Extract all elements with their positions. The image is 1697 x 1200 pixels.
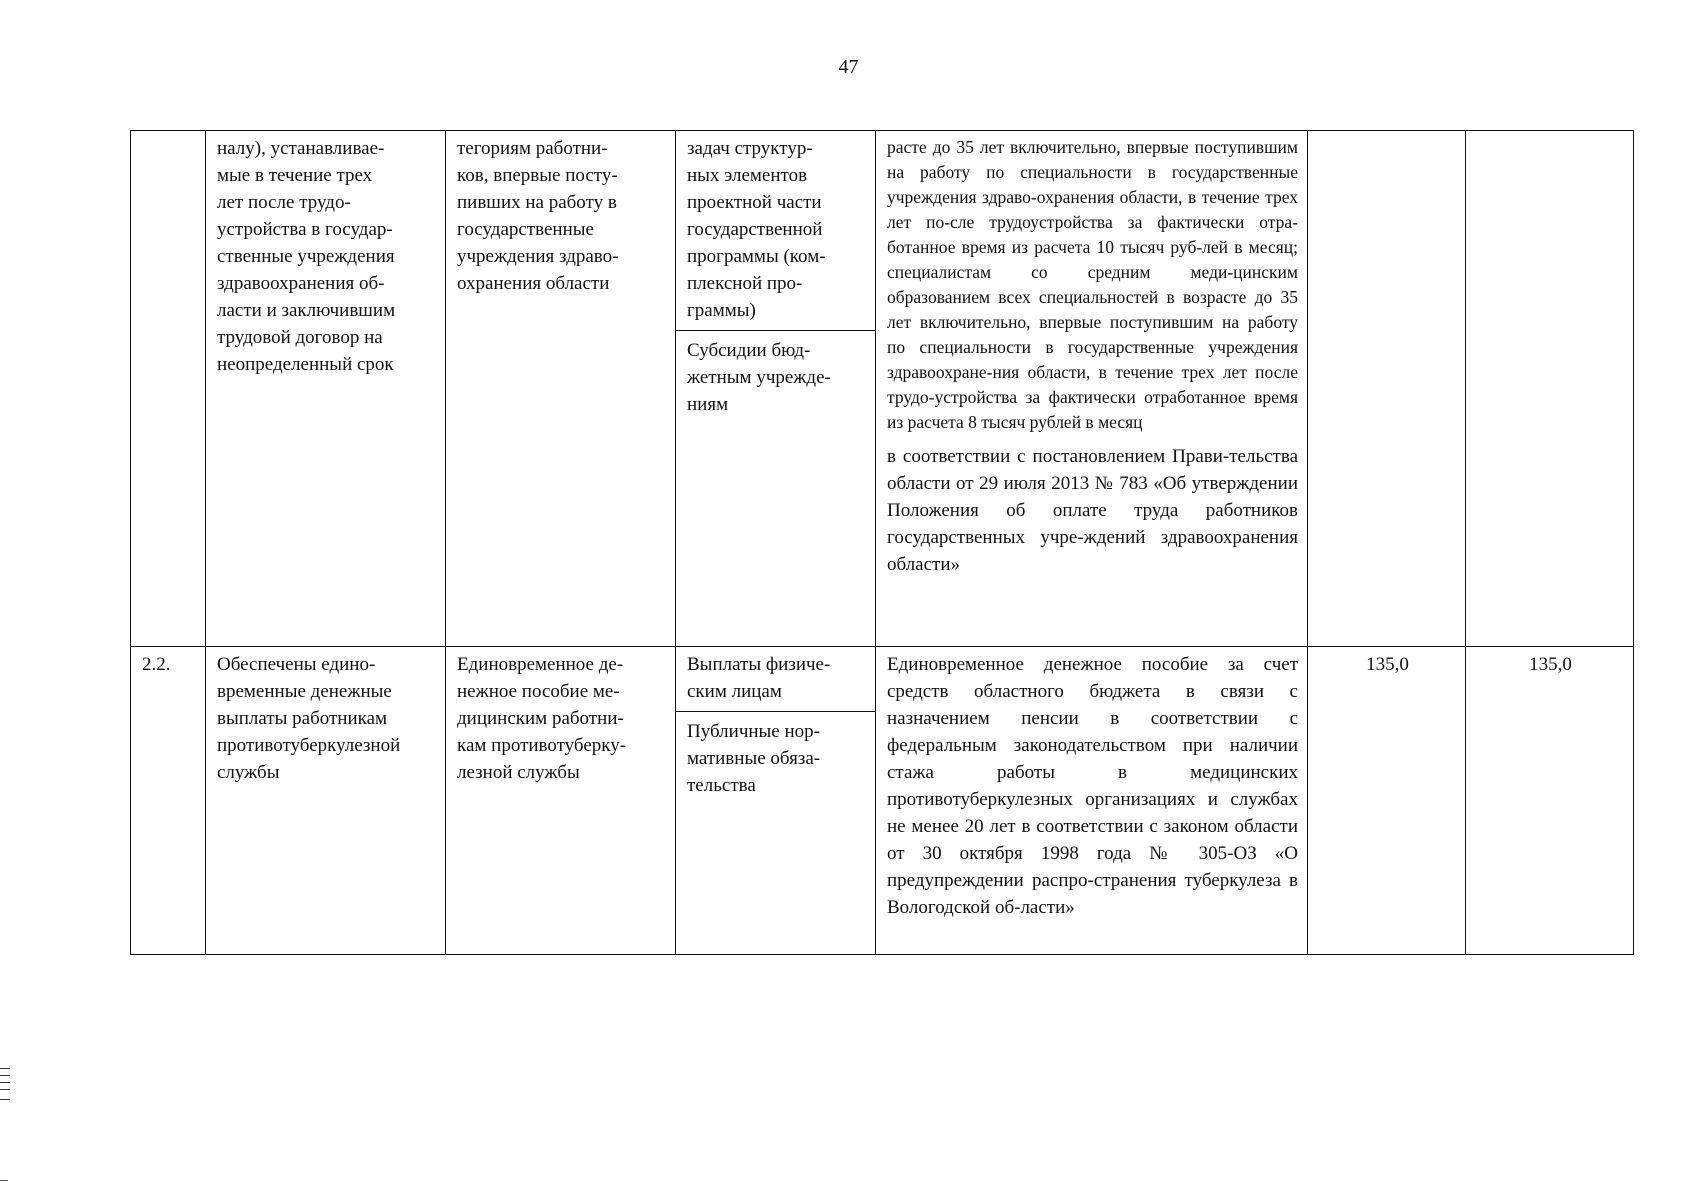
amount-cell — [1466, 131, 1634, 647]
description-text: Единовременное денежное пособие за счет средств областного бюджета в связи с назначением пенсии в соответствии с федеральным законодательством при наличии стажа работы в медицинских противотуберкулезных организациях и службах не менее 20 лет в соответствии с законом области от 30 октября 1998 года № 305-ОЗ «О предупреждении распро-странения туберкулеза в Вологодской об-ласти» — [887, 654, 1298, 918]
result-cell — [446, 647, 676, 955]
expense-subcell — [676, 711, 875, 799]
result-cell — [446, 131, 676, 647]
expense-type-cell — [676, 647, 876, 955]
amount-cell: 135,0 — [1466, 647, 1634, 955]
scan-margin-dash — [0, 1180, 8, 1181]
measure-name-cell — [206, 647, 446, 955]
description-cell — [876, 647, 1308, 955]
legal-basis-text: в соответствии с постановлением Прави-тельства области от 29 июля 2013 № 783 «Об утверждении Положения об оплате труда работников государственных учре-ждений здравоохранения области» — [887, 446, 1298, 575]
expense-type-text: задач структур- ных элементов проектной части государственной программы (ком- плексной про- граммы) — [687, 138, 826, 321]
description-text: расте до 35 лет включительно, впервые поступившим на работу по специальности в государственные учреждения здраво-охранения области, в течение трех лет по-сле трудоустройства за фактически отра-ботанное время из расчета 10 тысяч руб-лей в месяц; специалистам со средним меди-цинским образованием всех специальностей в возрасте до 35 лет включительно, впервые поступившим на работу по специальности в государственные учреждения здравоохране-ния области, в течение трех лет после трудо-устройства за фактически отработанное время из расчета 8 тысяч рублей в месяц — [887, 137, 1298, 432]
measure-name-text: Обеспечены едино- временные денежные выплаты работникам противотуберкулезной службы — [217, 654, 401, 783]
measure-name-text: налу), устанавливае- мые в течение трех лет после трудо- устройства в государ- ственные учреждения здравоохранения об- ласти и заключившим трудовой договор на неопределенный срок — [217, 138, 396, 375]
program-table — [130, 130, 1634, 955]
description-cell — [876, 131, 1308, 647]
expense-type-cell — [676, 131, 876, 647]
row-number-cell — [131, 131, 206, 647]
row-number-cell: 2.2. — [131, 647, 206, 955]
page-number: 47 — [838, 56, 859, 78]
result-text: Единовременное де- нежное пособие ме- дицинским работни- кам противотуберку- лезной службы — [457, 654, 627, 783]
result-text: тегориям работни- ков, впервые посту- пивших на работу в государственные учреждения здраво- охранения области — [457, 138, 619, 294]
expense-type-text: Выплаты физиче- ским лицам — [687, 654, 831, 702]
expense-type-subtext: Публичные нор- мативные обяза- тельства — [687, 721, 821, 796]
scan-margin-marks — [0, 1068, 10, 1100]
amount-cell — [1308, 131, 1466, 647]
table-row — [131, 647, 1634, 955]
expense-subcell — [676, 330, 875, 418]
measure-name-cell — [206, 131, 446, 647]
expense-type-subtext: Субсидии бюд- жетным учрежде- ниям — [687, 340, 831, 415]
table-row — [131, 131, 1634, 647]
amount-cell: 135,0 — [1308, 647, 1466, 955]
